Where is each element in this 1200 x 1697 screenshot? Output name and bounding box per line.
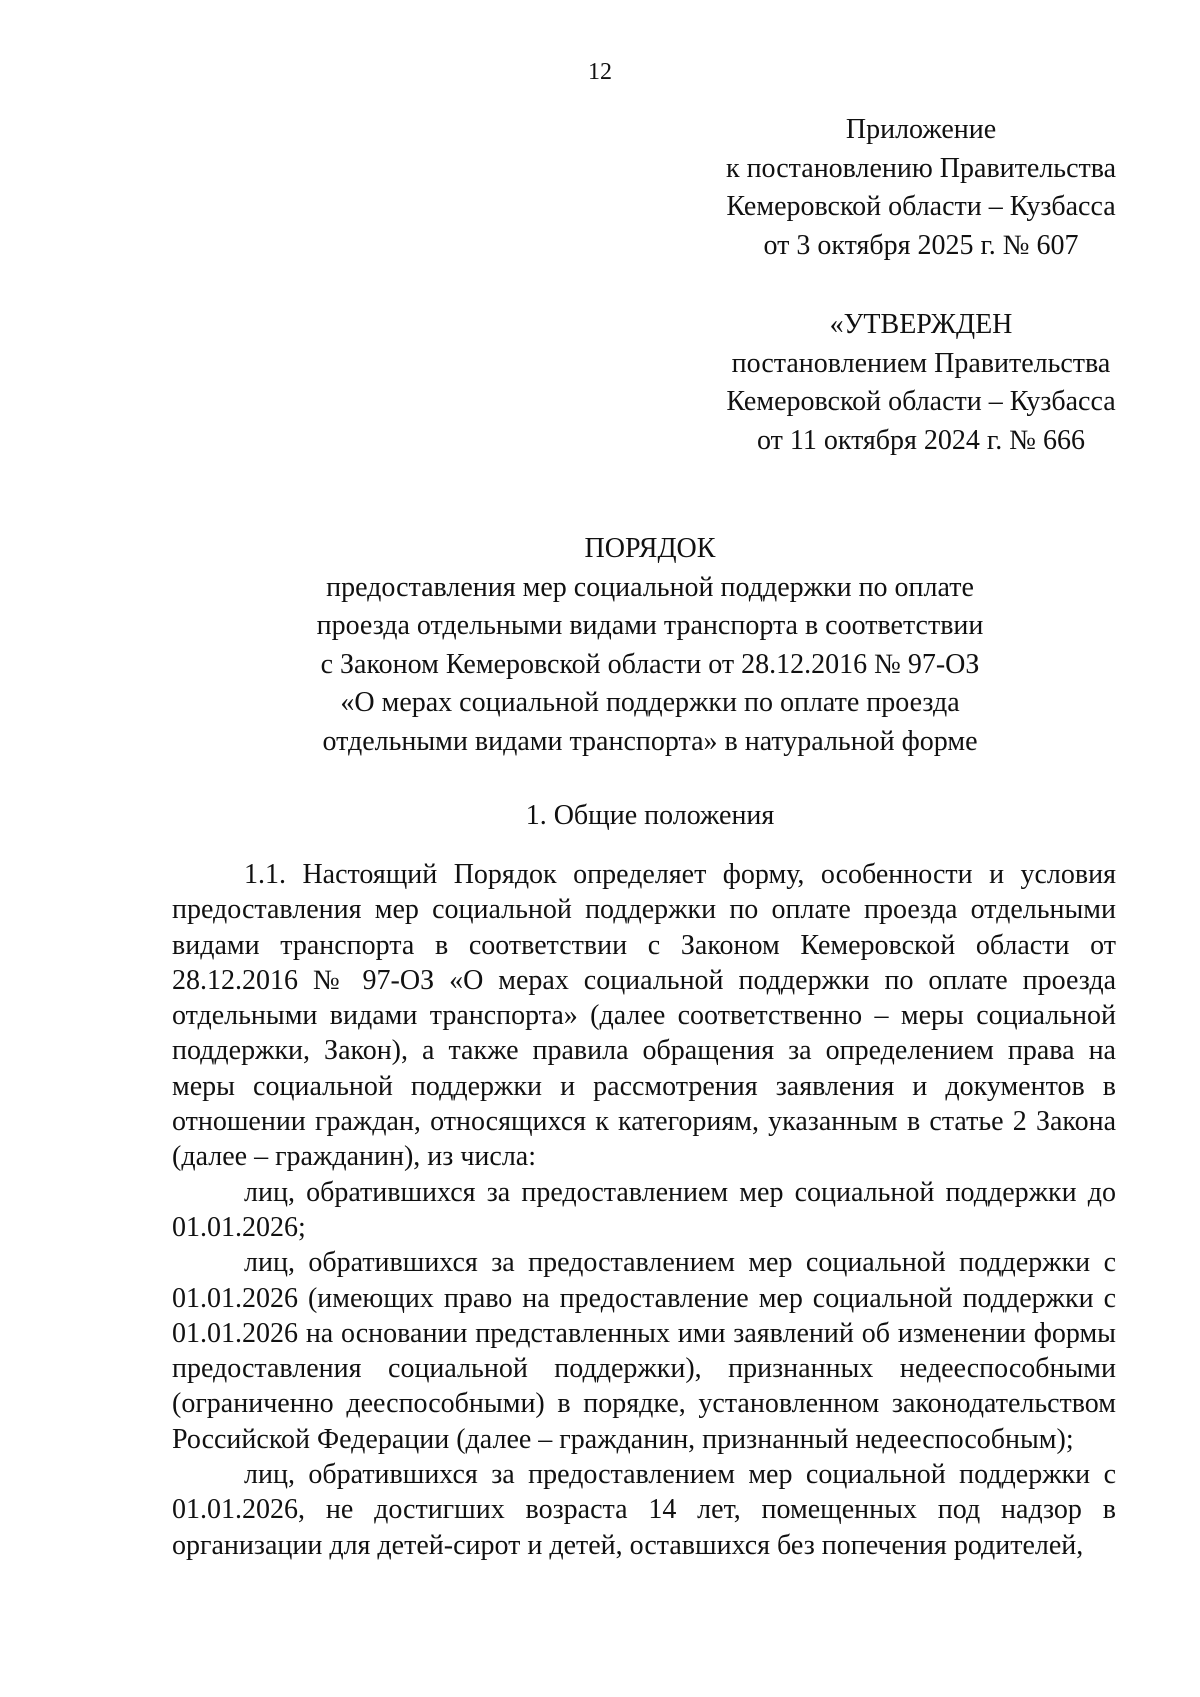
title-line: предоставления мер социальной поддержки по оплате <box>326 571 974 603</box>
title-line: отдельными видами транспорта» в натуральной форме <box>322 725 978 757</box>
appendix-block <box>711 111 1131 265</box>
body-text <box>172 857 1116 1563</box>
title-line: с Законом Кемеровской области от 28.12.2016 № 97-ОЗ <box>320 648 980 680</box>
document-title <box>160 530 1140 761</box>
approved-line: постановлением Правительства <box>731 347 1111 379</box>
approved-line: Кемеровской области – Кузбасса <box>726 386 1116 417</box>
appendix-line: от 3 октября 2025 г. № 607 <box>763 229 1079 261</box>
approved-block <box>711 306 1131 460</box>
page-number: 12 <box>588 59 612 85</box>
paragraph: лиц, обратившихся за предоставлением мер социальной поддержки с 01.01.2026, не достигших возраста 14 лет, помещенных под надзор в организации для детей-сирот и детей, оставшихся без попечения родителей, <box>172 1459 1116 1561</box>
paragraph: лиц, обратившихся за предоставлением мер социальной поддержки до 01.01.2026; <box>172 1176 1116 1243</box>
section-heading: 1. Общие положения <box>525 800 775 831</box>
appendix-line: Кемеровской области – Кузбасса <box>726 191 1116 222</box>
approved-line: от 11 октября 2024 г. № 666 <box>757 424 1085 456</box>
approved-line: «УТВЕРЖДЕН <box>829 309 1013 340</box>
paragraph: лиц, обратившихся за предоставлением мер социальной поддержки с 01.01.2026 (имеющих право на предоставление мер социальной поддержки с 01.01.2026 на основании представленных ими заявлений об изменении формы предоставления социальной поддержки), признанных недееспособными (ограниченно дееспособными) в порядке, установленном законодательством Российской Федерации (далее – гражданин, признанный недееспособным); <box>172 1247 1116 1455</box>
title-heading: ПОРЯДОК <box>584 533 716 564</box>
paragraph: 1.1. Настоящий Порядок определяет форму, особенности и условия предоставления мер социальной поддержки по оплате проезда отдельными видами транспорта в соответствии с Законом Кемеровской области от 28.12.2016 № 97-ОЗ «О мерах социальной поддержки по оплате проезда отдельными видами транспорта» (далее соответственно – меры социальной поддержки, Закон), а также правила обращения за определением права на меры социальной поддержки и рассмотрения заявления и документов в отношении граждан, относящихся к категориям, указанным в статье 2 Закона (далее – гражданин), из числа: <box>172 859 1116 1173</box>
title-line: проезда отдельными видами транспорта в соответствии <box>316 610 984 641</box>
appendix-line: к постановлению Правительства <box>725 152 1117 184</box>
appendix-line: Приложение <box>845 114 997 145</box>
title-line: «О мерах социальной поддержки по оплате проезда <box>340 687 960 718</box>
